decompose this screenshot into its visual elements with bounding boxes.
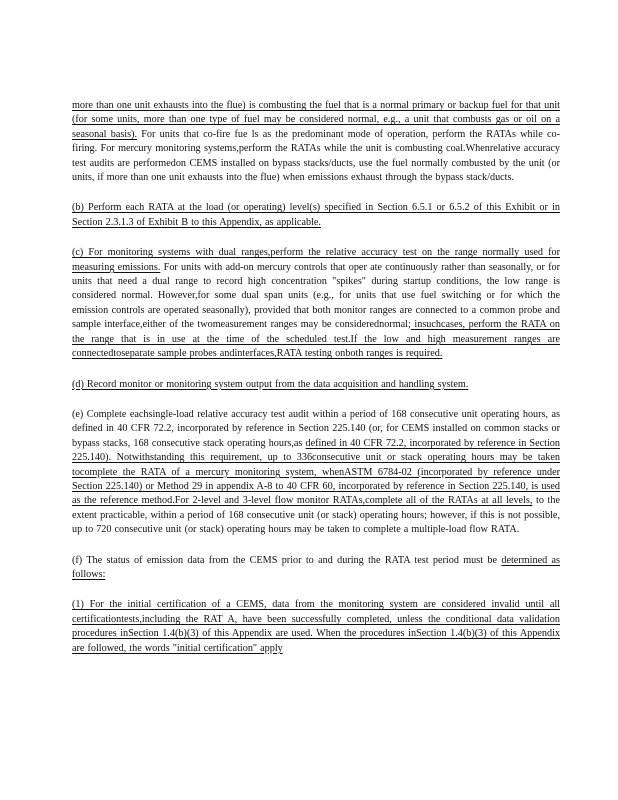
text-segment: more than one unit exhausts into the flue) is combusting the fuel that is a normal primary or backup fuel for that unit (for some units, more than one type of fuel may be considered normal, e.g., a unit that combusts gas or oil on a seasonal basis). <box>72 100 560 140</box>
text-segment: (c) For monitoring systems with dual ranges,perform the relative accuracy test on the range normally used for measuring emissions. <box>72 247 560 273</box>
text-segment: (1) For the initial certification of a CEMS, data from the monitoring system are considered invalid until all certificationtests,including the RAT A, have been successfully completed, unless the conditional data validation procedures inSection 1.4(b)(3) of this Appendix are used. When the procedures inSection 1.4(b)(3) of this Appendix are followed, the words "initial certification" apply <box>72 599 560 654</box>
text-segment: to the extent practicable, within a period of 168 consecutive unit (or stack) operating hours; however, if this is not possible, up to 720 consecutive unit (or stack) operating hours may be taken to complete a multiple-load flow RATA. <box>72 495 560 536</box>
text-segment: (d) Record monitor or monitoring system output from the data acquisition and handling system. <box>72 378 469 390</box>
text-segment: determined as follows: <box>72 554 561 580</box>
text-segment: (e) Complete eachsingle-load relative accuracy test audit within a period of 168 consecutive unit operating hours, as defined in 40 CFR 72.2, incorporated by reference in Section 225.140 (or, for CEMS installed on common stacks or bypass stacks, 168 consecutive stack operating hours,as <box>72 408 560 449</box>
text-segment: For units with add-on mercury controls that oper ate continuously rather than seasonally, or for units that need a dual range to record high concentration "spikes" during startup conditions, the low range is considered normal. However,for some dual span units (e.g., for units that use fuel switching or for which the emission controls are operated seasonally), provided that both monitor ranges are connected to a common probe and sample interface,either of the twomeasurement ranges may be considerednormal; <box>72 261 561 331</box>
text-segment: (f) The status of emission data from the CEMS prior to and during the RATA test period must be <box>72 554 502 566</box>
text-segment: defined in 40 CFR 72.2, incorporated by reference in Section 225.140). Notwithstanding this requirement, up to 336consecutive unit or stack operating hours may be taken tocomplete the RATA of a mercury monitoring system, whenASTM 6784-02 (incorporated by reference under Section 225.140) or Method 29 in appendix A-8 to 40 CFR 60, incorporated by reference in Section 225.140, is used as the reference method.For 2-level and 3-level flow monitor RATAs,complete all of the RATAs at all levels, <box>72 437 560 507</box>
text-segment: (b) Perform each RATA at the load (or operating) level(s) specified in Section 6.5.1 or 6.5.2 of this Exhibit or in Section 2.3.1.3 of Exhibit B to this Appendix, as applicable. <box>72 202 560 228</box>
text-segment: For units that co-fire fue ls as the predominant mode of operation, perform the RATAs while co-firing. For mercury monitoring systems,perform the RATAs while the unit is combusting coal.Whenrelative accuracy test audits are performedon CEMS installed on bypass stacks/ducts, use the fuel normally combusted by the unit (or units, if more than one unit exhausts into the flue) when emissions exhaust through the bypass stack/ducts. <box>72 128 560 184</box>
paragraph-e <box>72 408 560 538</box>
paragraph-continuation <box>72 99 560 185</box>
paragraph-c <box>72 246 560 361</box>
document-page <box>72 99 560 672</box>
paragraph-d <box>72 378 560 392</box>
paragraph-f <box>72 554 560 583</box>
paragraph-f1 <box>72 598 560 656</box>
paragraph-b <box>72 201 560 230</box>
text-segment: insuchcases, perform the RATA on the range that is in use at the time of the scheduled test.If the low and high measurement ranges are connectedtoseparate sample probes andinterfaces,RATA testing onboth ranges is required. <box>72 319 560 360</box>
